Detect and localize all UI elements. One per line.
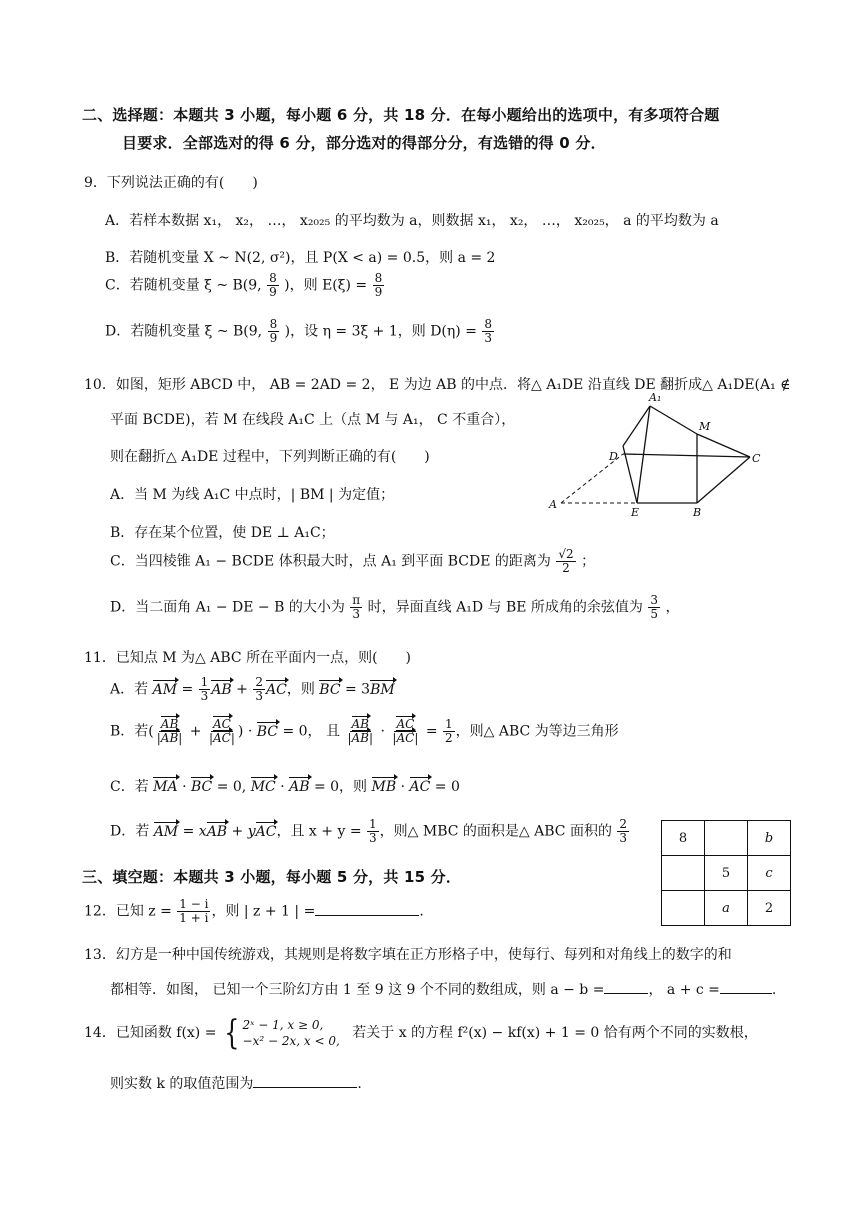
q11-c-pre: C．若 xyxy=(110,779,149,795)
q9-c-frac: $\frac{8}{9}$ xyxy=(269,271,277,299)
fig-label-a1: A₁ xyxy=(649,391,662,404)
q9-c-pre: C．若随机变量 ξ ~ B(9, xyxy=(105,277,262,294)
q10-option-b: B．存在某个位置，使 DE ⊥ A₁C； xyxy=(110,525,335,541)
q9-d-mid: )，设 η = 3ξ + 1，则 D(η) = xyxy=(284,323,477,340)
q10-c-frac: $\frac{√2}{2}$ xyxy=(558,547,574,575)
section2-heading-line1: 二、选择题：本题共 3 小题，每小题 6 分，共 18 分．在每小题给出的选项中，有多项符合题 xyxy=(82,106,720,124)
vec-bc-b: BC xyxy=(256,723,279,740)
q10-option-a: A．当 M 为线 A₁C 中点时，| BM | 为定值； xyxy=(110,487,395,503)
q11-a-frac2: $\frac{2}{3}$ xyxy=(255,675,263,703)
q11-b-mid2: = 0， 且 xyxy=(282,723,341,740)
vec-ac: AC xyxy=(266,681,287,698)
magic-cell: a xyxy=(705,891,748,926)
fig-label-b: B xyxy=(693,506,702,518)
vec-bm: BM xyxy=(370,681,395,698)
q10-option-c xyxy=(110,548,595,575)
q13-blank-a-minus-b[interactable] xyxy=(604,993,648,994)
magic-cell xyxy=(705,821,748,856)
q14-post: 若关于 x 的方程 f²(x) − kf(x) + 1 = 0 恰有两个不同的实数根， xyxy=(352,1025,758,1041)
q10-line2: 平面 BCDE)，若 M 在线段 A₁C 上（点 M 与 A₁， C 不重合）， xyxy=(110,412,516,428)
magic-cell: c xyxy=(748,856,791,891)
q9-d-pre: D．若随机变量 ξ ~ B(9, xyxy=(105,323,263,340)
magic-cell xyxy=(662,891,705,926)
q14-end: . xyxy=(357,1076,362,1092)
q14-cases: 2ˣ − 1, x ≥ 0, −x² − 2x, x < 0, xyxy=(242,1018,340,1048)
q14-answer-blank[interactable] xyxy=(253,1087,357,1088)
q11-b-eq: = xyxy=(425,723,438,740)
q13-blank-a-plus-c[interactable] xyxy=(720,993,772,994)
q12-pre: 12．已知 z = xyxy=(84,903,172,920)
q11-option-a: A．若 AM = $\frac{1}{3}$ AB + $\frac{2}{3}$ AC，则 BC = 3BM xyxy=(110,675,395,703)
brace-icon: { xyxy=(224,1013,240,1053)
q9-stem: 9．下列说法正确的有( ) xyxy=(84,175,258,191)
q11-option-c: C．若 MA · BC = 0, MC · AB = 0，则 MB · AC = 0 xyxy=(110,779,460,795)
q11-b-frac3: $\frac{AB}{|AB|}$ xyxy=(347,717,374,745)
q11-b-pre: B．若( xyxy=(110,723,154,740)
magic-cell: b xyxy=(748,821,791,856)
fig-label-a: A xyxy=(549,498,557,511)
section3-heading: 三、填空题：本题共 3 小题，每小题 5 分，共 15 分． xyxy=(82,868,462,886)
q9-c-result: $\frac{8}{9}$ xyxy=(374,271,383,299)
magic-cell: 5 xyxy=(705,856,748,891)
section2-heading-line2: 目要求．全部选对的得 6 分，部分选对的得部分分，有选错的得 0 分． xyxy=(122,134,606,152)
q12-end: . xyxy=(419,903,424,920)
q12-answer-blank[interactable] xyxy=(315,915,419,916)
q11-d-pre: D．若 xyxy=(110,823,150,840)
q12 xyxy=(84,898,424,925)
q13-line2-mid: ， a + c = xyxy=(648,982,720,998)
q11-d-frac: $\frac{1}{3}$ xyxy=(369,817,377,845)
q11-b-frac1: $\frac{AB}{|AB|}$ xyxy=(156,717,183,745)
q10-line3: 则在翻折△ A₁DE 过程中，下列判断正确的有( ) xyxy=(110,449,430,465)
q14-line1 xyxy=(84,1013,758,1053)
q11-b-frac2: $\frac{AC}{|AC|}$ xyxy=(208,717,235,745)
q9-option-b: B．若随机变量 X ~ N(2, σ²)，且 P(X < a) = 0.5，则 a = 2 xyxy=(105,250,496,266)
q11-stem: 11．已知点 M 为△ ABC 所在平面内一点，则( ) xyxy=(84,650,412,666)
q13-line2-end: . xyxy=(771,982,777,998)
q13-line2 xyxy=(110,979,776,999)
vec-ab: AB xyxy=(211,681,232,698)
q14-line2-text: 则实数 k 的取值范围为 xyxy=(110,1076,254,1092)
magic-cell: 2 xyxy=(748,891,791,926)
q9-d-frac: $\frac{8}{9}$ xyxy=(269,317,278,345)
q10-option-d xyxy=(110,594,679,621)
q11-b-post: ，则△ ABC 为等边三角形 xyxy=(455,723,619,740)
q13-line1: 13．幻方是一种中国传统游戏，其规则是将数字填在正方形格子中，使每行、每列和对角线上的数字的和 xyxy=(84,947,732,963)
q14-pre: 14．已知函数 f(x) = xyxy=(84,1025,217,1041)
q11-a-frac1: $\frac{1}{3}$ xyxy=(200,675,209,703)
q11-a-pre: A．若 xyxy=(110,681,149,698)
fig-label-d: D xyxy=(609,450,618,463)
q11-option-d: D．若 AM = xAB + yAC，且 x + y = $\frac{1}{3}$ ，则△ MBC 的面积是△ ABC 面积的 $\frac{2}{3}$ xyxy=(110,817,628,845)
q10-d-mid: 时，异面直线 A₁D 与 BE 所成角的余弦值为 xyxy=(367,599,643,616)
q10-d-post: ， xyxy=(665,599,680,616)
q10-line1: 10．如图，矩形 ABCD 中， AB = 2AD = 2， E 为边 AB 的中点．将△ A₁DE 沿直线 DE 翻折成△ A₁DE(A₁ ∉ xyxy=(84,377,791,393)
q12-post: ，则 | z + 1 | = xyxy=(211,903,316,920)
q11-d-mid: ，且 x + y = xyxy=(276,823,362,840)
q10-d-frac: $\frac{\pi}{3}$ xyxy=(352,593,361,621)
q10-d-pre: D．当二面角 A₁ − DE − B 的大小为 xyxy=(110,599,345,616)
q9-c-mid: )，则 E(ξ) = xyxy=(284,277,368,294)
q11-b-frac4: $\frac{AC}{|AC|}$ xyxy=(392,717,419,745)
q9-option-c xyxy=(105,272,385,299)
magic-cell: 8 xyxy=(662,821,705,856)
q9-option-d xyxy=(105,318,495,345)
vec-bc: BC xyxy=(319,681,341,698)
q11-option-b: B．若( $\frac{AB}{|AB|}$ + $\frac{AC}{|AC|}$ ) · BC = 0， 且 $\frac{AB}{|AB|}$ · $\frac{AC}{|AC|}$ = $\frac{1}{2}$ ，则△ ABC 为等边三角形 xyxy=(110,717,619,745)
fig-label-e: E xyxy=(631,506,640,518)
magic-cell xyxy=(662,856,705,891)
q11-b-mid: ) · xyxy=(237,723,253,740)
q9-option-a: A．若样本数据 x₁， x₂， …， x₂₀₂₅ 的平均数为 a，则数据 x₁， x₂， …， x₂₀₂₅， a 的平均数为 a xyxy=(105,213,719,229)
q10-c-post: ； xyxy=(581,553,596,570)
magic-square xyxy=(661,820,791,926)
q12-frac: $\frac{1 - i}{1 + i}$ xyxy=(179,897,209,925)
q13-line2-pre: 都相等．如图， 已知一个三阶幻方由 1 至 9 这 9 个不同的数组成，则 a − b = xyxy=(110,982,605,998)
q11-d-post: ，则△ MBC 的面积是△ ABC 面积的 xyxy=(379,823,612,840)
q10-figure xyxy=(545,388,770,518)
q11-b-frac5: $\frac{1}{2}$ xyxy=(445,717,453,745)
q11-a-post: ，则 xyxy=(286,681,315,698)
vec-am: AM xyxy=(152,681,178,698)
fig-label-c: C xyxy=(752,452,761,465)
q9-d-result: $\frac{8}{3}$ xyxy=(484,317,493,345)
q14-line2 xyxy=(110,1073,362,1093)
q10-c-pre: C．当四棱锥 A₁ − BCDE 体积最大时，点 A₁ 到平面 BCDE 的距离为 xyxy=(110,553,551,570)
q10-d-result: $\frac{3}{5}$ xyxy=(650,593,658,621)
q11-d-result: $\frac{2}{3}$ xyxy=(619,817,628,845)
fig-label-m: M xyxy=(699,420,711,433)
